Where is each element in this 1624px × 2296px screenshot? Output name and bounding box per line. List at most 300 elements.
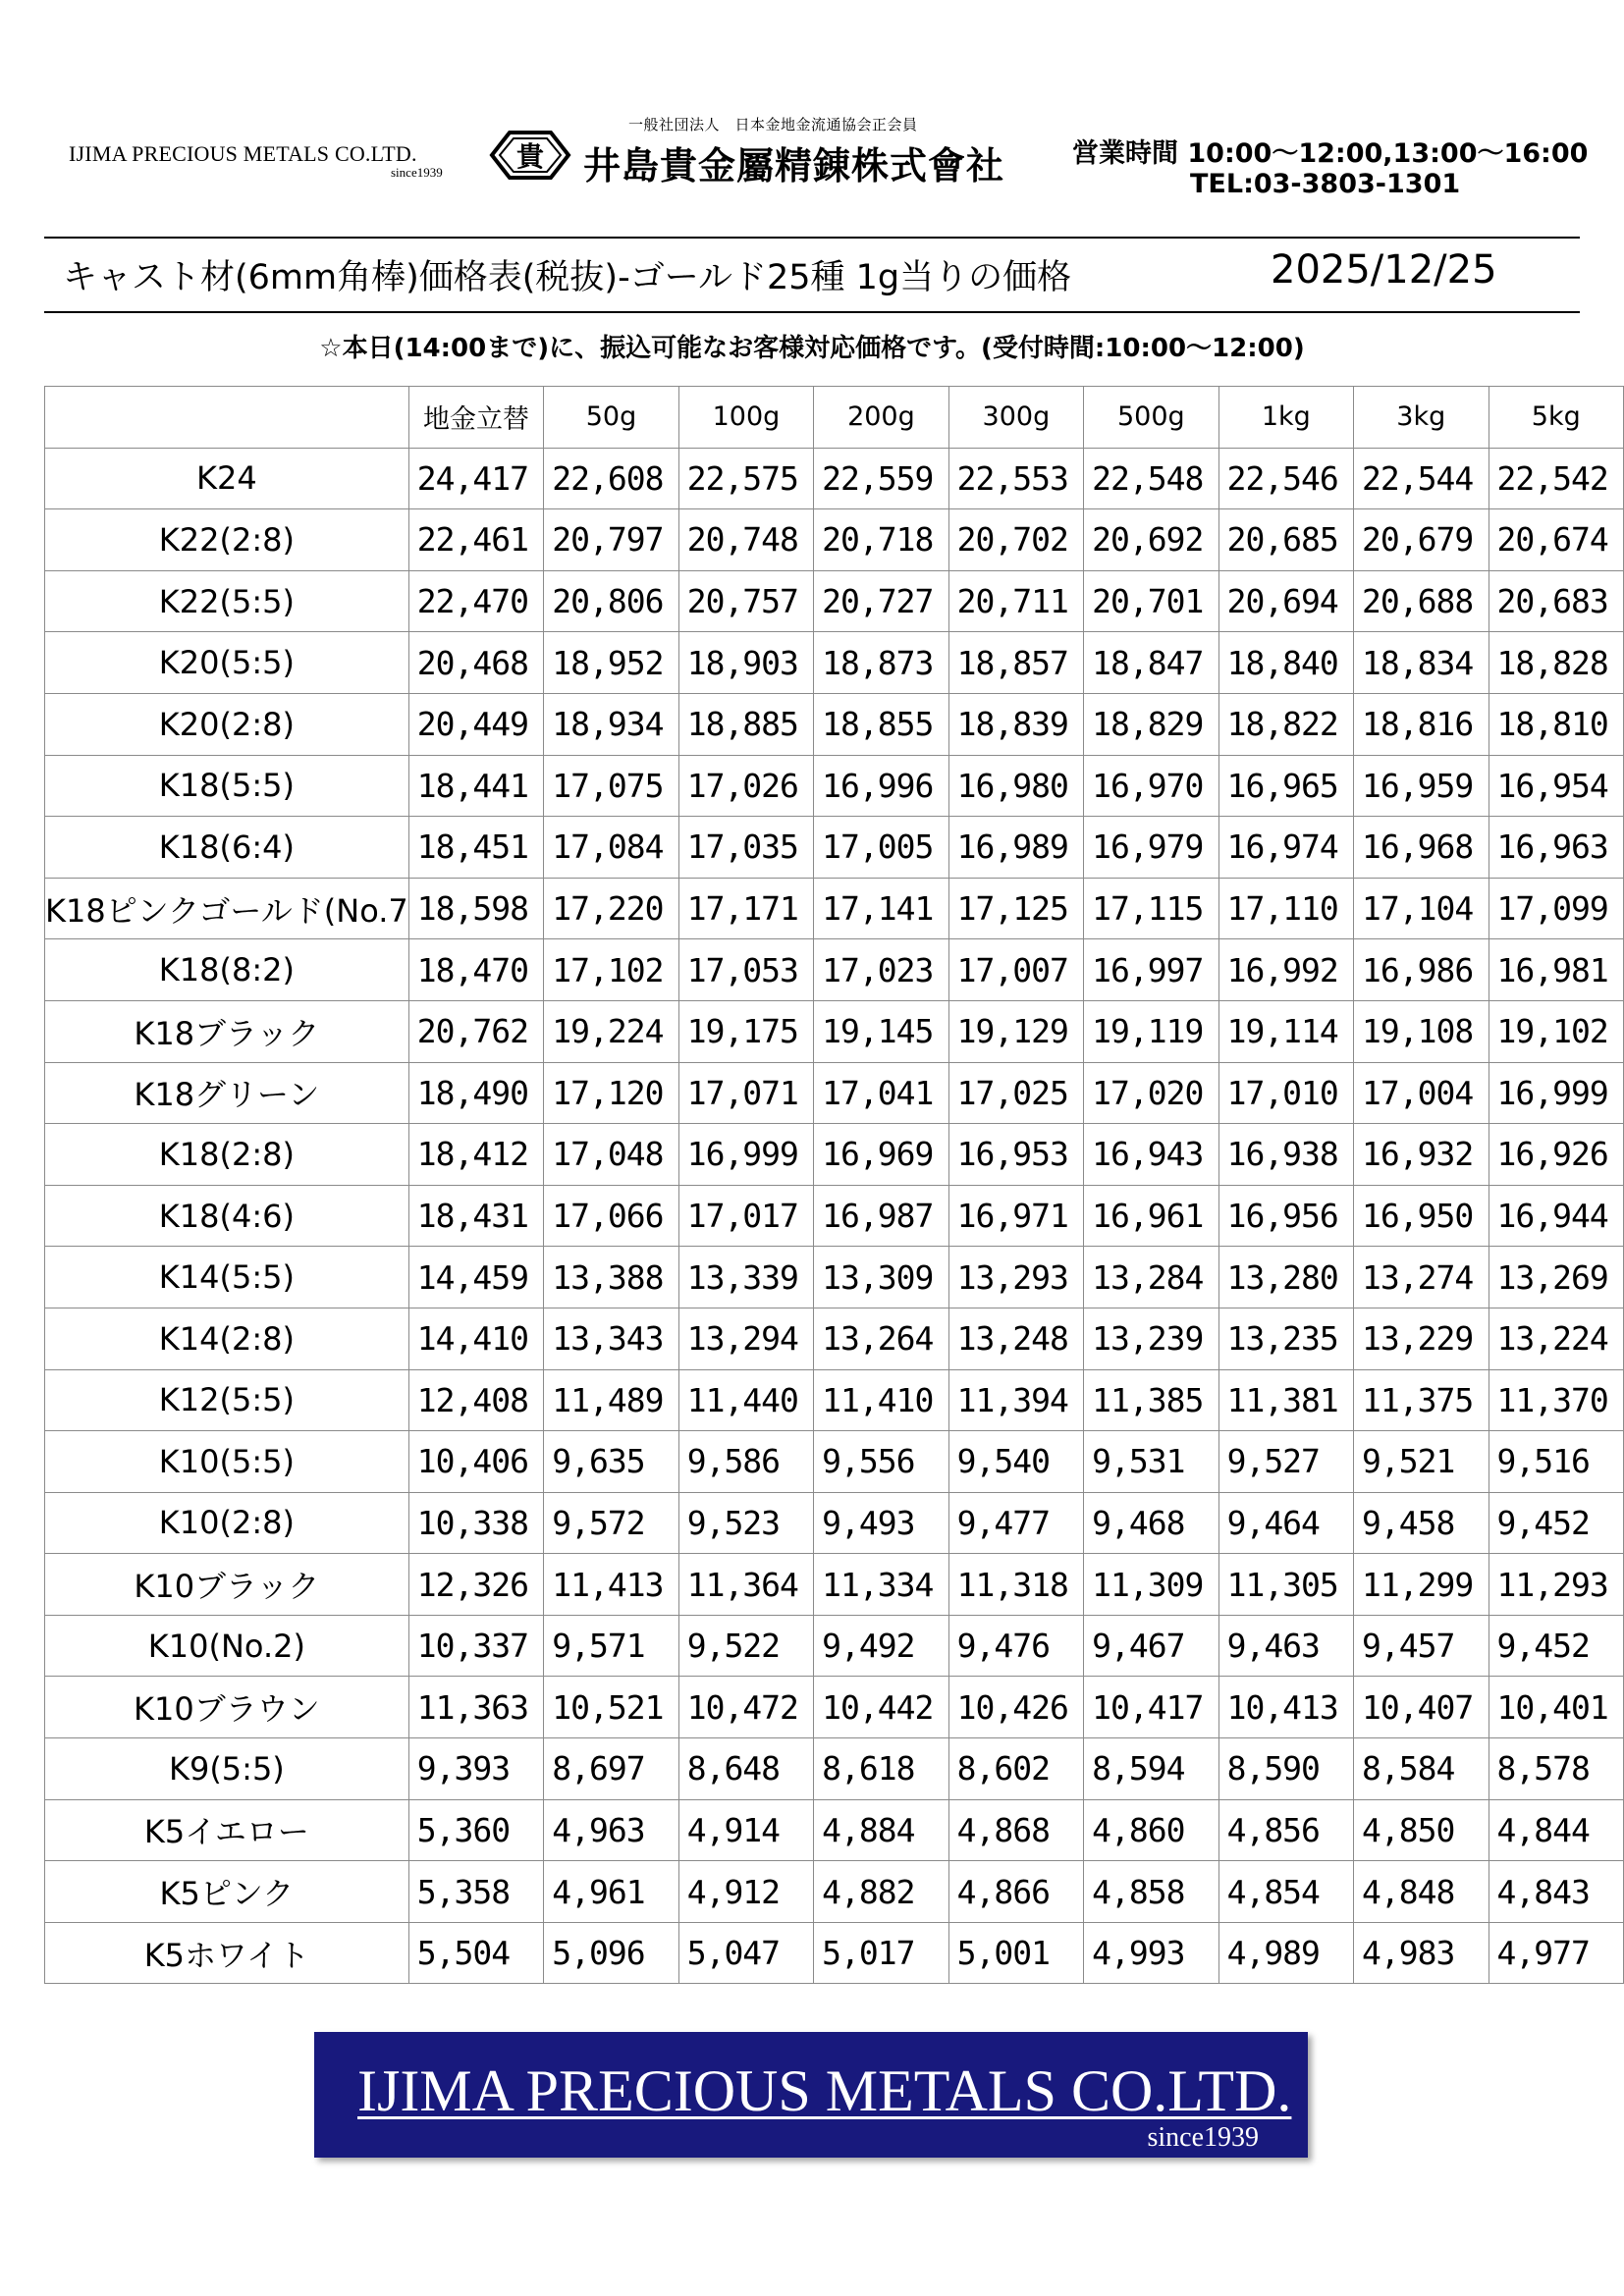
business-hours: 営業時間 10:00～12:00,13:00～16:00	[1072, 138, 1589, 169]
table-row	[45, 1615, 1624, 1677]
price-cell: 20,674	[1489, 509, 1623, 571]
price-cell: 17,023	[814, 939, 948, 1001]
header-cell: 100g	[678, 387, 813, 449]
price-cell: 9,452	[1489, 1615, 1623, 1677]
price-cell: 22,548	[1084, 448, 1218, 509]
alloy-name-cell: K9(5:5)	[45, 1738, 409, 1800]
price-cell: 9,522	[678, 1615, 813, 1677]
document-title: キャスト材(6mm角棒)価格表(税抜)-ゴールド25種 1g当りの価格	[63, 258, 1072, 297]
price-cell: 11,394	[948, 1369, 1083, 1431]
price-cell: 12,326	[408, 1554, 543, 1616]
price-cell: 10,472	[678, 1677, 813, 1738]
price-cell: 13,309	[814, 1247, 948, 1308]
price-cell: 13,224	[1489, 1308, 1623, 1369]
price-cell: 17,041	[814, 1062, 948, 1124]
alloy-name-cell: K10(2:8)	[45, 1492, 409, 1554]
price-cell: 8,697	[544, 1738, 678, 1800]
price-cell: 18,840	[1218, 632, 1353, 694]
price-cell: 13,235	[1218, 1308, 1353, 1369]
table-row	[45, 1308, 1624, 1369]
price-cell: 20,449	[408, 693, 543, 755]
price-cell: 4,989	[1218, 1922, 1353, 1984]
table-row	[45, 1738, 1624, 1800]
price-cell: 20,718	[814, 509, 948, 571]
price-cell: 18,873	[814, 632, 948, 694]
price-cell: 17,017	[678, 1185, 813, 1247]
price-cell: 20,711	[948, 570, 1083, 632]
price-cell: 13,339	[678, 1247, 813, 1308]
table-row	[45, 1431, 1624, 1493]
table-row	[45, 817, 1624, 879]
price-cell: 16,950	[1354, 1185, 1489, 1247]
price-cell: 13,248	[948, 1308, 1083, 1369]
price-cell: 9,527	[1218, 1431, 1353, 1493]
table-row	[45, 1861, 1624, 1923]
price-cell: 4,858	[1084, 1861, 1218, 1923]
price-cell: 10,413	[1218, 1677, 1353, 1738]
header-cell-blank	[45, 387, 409, 449]
price-cell: 16,981	[1489, 939, 1623, 1001]
table-row	[45, 1369, 1624, 1431]
price-cell: 18,816	[1354, 693, 1489, 755]
alloy-name-cell: K5ホワイト	[45, 1922, 409, 1984]
price-cell: 20,702	[948, 509, 1083, 571]
price-cell: 9,516	[1489, 1431, 1623, 1493]
price-cell: 16,943	[1084, 1124, 1218, 1186]
price-cell: 20,679	[1354, 509, 1489, 571]
price-cell: 22,461	[408, 509, 543, 571]
price-cell: 16,979	[1084, 817, 1218, 879]
company-logo-icon	[488, 128, 572, 183]
price-cell: 16,968	[1354, 817, 1489, 879]
price-cell: 18,431	[408, 1185, 543, 1247]
price-cell: 16,953	[948, 1124, 1083, 1186]
price-cell: 18,451	[408, 817, 543, 879]
price-cell: 4,993	[1084, 1922, 1218, 1984]
price-cell: 16,969	[814, 1124, 948, 1186]
price-cell: 13,264	[814, 1308, 948, 1369]
price-cell: 11,410	[814, 1369, 948, 1431]
price-cell: 9,586	[678, 1431, 813, 1493]
price-cell: 13,388	[544, 1247, 678, 1308]
alloy-name-cell: K18ピンクゴールド(No.7	[45, 878, 409, 939]
price-cell: 9,635	[544, 1431, 678, 1493]
price-cell: 4,848	[1354, 1861, 1489, 1923]
alloy-name-cell: K12(5:5)	[45, 1369, 409, 1431]
price-cell: 4,914	[678, 1799, 813, 1861]
price-cell: 8,594	[1084, 1738, 1218, 1800]
title-top-rule	[44, 237, 1580, 239]
price-cell: 4,882	[814, 1861, 948, 1923]
price-cell: 10,426	[948, 1677, 1083, 1738]
price-cell: 17,025	[948, 1062, 1083, 1124]
price-cell: 18,834	[1354, 632, 1489, 694]
banner-company-name: IJIMA PRECIOUS METALS CO.LTD.	[357, 2058, 1292, 2123]
price-cell: 16,971	[948, 1185, 1083, 1247]
price-cell: 9,393	[408, 1738, 543, 1800]
price-cell: 9,467	[1084, 1615, 1218, 1677]
price-cell: 5,360	[408, 1799, 543, 1861]
price-cell: 16,965	[1218, 755, 1353, 817]
price-cell: 14,410	[408, 1308, 543, 1369]
table-body	[45, 448, 1624, 1984]
price-cell: 20,685	[1218, 509, 1353, 571]
price-cell: 11,381	[1218, 1369, 1353, 1431]
price-cell: 17,007	[948, 939, 1083, 1001]
price-cell: 17,026	[678, 755, 813, 817]
table-row	[45, 693, 1624, 755]
price-cell: 22,608	[544, 448, 678, 509]
phone-number: TEL:03-3803-1301	[1190, 169, 1461, 199]
alloy-name-cell: K10(No.2)	[45, 1615, 409, 1677]
price-cell: 20,806	[544, 570, 678, 632]
alloy-name-cell: K18(4:6)	[45, 1185, 409, 1247]
price-cell: 19,145	[814, 1000, 948, 1062]
header-cell: 500g	[1084, 387, 1218, 449]
table-row	[45, 509, 1624, 571]
price-cell: 22,559	[814, 448, 948, 509]
price-cell: 22,553	[948, 448, 1083, 509]
header-cell: 5kg	[1489, 387, 1623, 449]
price-cell: 9,572	[544, 1492, 678, 1554]
header-cell: 300g	[948, 387, 1083, 449]
price-cell: 17,125	[948, 878, 1083, 939]
price-cell: 10,401	[1489, 1677, 1623, 1738]
alloy-name-cell: K10ブラック	[45, 1554, 409, 1616]
alloy-name-cell: K24	[45, 448, 409, 509]
alloy-name-cell: K18(6:4)	[45, 817, 409, 879]
table-row	[45, 1062, 1624, 1124]
price-cell: 8,590	[1218, 1738, 1353, 1800]
price-cell: 17,102	[544, 939, 678, 1001]
price-cell: 22,470	[408, 570, 543, 632]
price-cell: 19,108	[1354, 1000, 1489, 1062]
price-cell: 18,855	[814, 693, 948, 755]
price-cell: 10,417	[1084, 1677, 1218, 1738]
price-cell: 13,239	[1084, 1308, 1218, 1369]
alloy-name-cell: K18ブラック	[45, 1000, 409, 1062]
price-cell: 11,364	[678, 1554, 813, 1616]
table-row	[45, 632, 1624, 694]
price-cell: 8,602	[948, 1738, 1083, 1800]
price-cell: 16,961	[1084, 1185, 1218, 1247]
logo-glyph: 貴	[515, 140, 545, 173]
price-cell: 22,546	[1218, 448, 1353, 509]
table-row	[45, 1677, 1624, 1738]
price-cell: 17,071	[678, 1062, 813, 1124]
price-cell: 20,688	[1354, 570, 1489, 632]
price-cell: 18,828	[1489, 632, 1623, 694]
price-cell: 11,299	[1354, 1554, 1489, 1616]
price-cell: 13,284	[1084, 1247, 1218, 1308]
alloy-name-cell: K5ピンク	[45, 1861, 409, 1923]
price-cell: 16,926	[1489, 1124, 1623, 1186]
footer-banner	[314, 2032, 1308, 2158]
price-cell: 11,375	[1354, 1369, 1489, 1431]
price-cell: 10,406	[408, 1431, 543, 1493]
price-cell: 18,470	[408, 939, 543, 1001]
table-row	[45, 1492, 1624, 1554]
table-row	[45, 570, 1624, 632]
alloy-name-cell: K18(8:2)	[45, 939, 409, 1001]
price-cell: 13,294	[678, 1308, 813, 1369]
price-table	[44, 386, 1624, 1984]
letterhead	[0, 0, 1624, 226]
alloy-name-cell: K10(5:5)	[45, 1431, 409, 1493]
price-cell: 5,096	[544, 1922, 678, 1984]
price-cell: 11,293	[1489, 1554, 1623, 1616]
price-cell: 16,959	[1354, 755, 1489, 817]
price-cell: 22,544	[1354, 448, 1489, 509]
price-cell: 20,797	[544, 509, 678, 571]
price-cell: 9,493	[814, 1492, 948, 1554]
price-cell: 16,986	[1354, 939, 1489, 1001]
price-cell: 18,829	[1084, 693, 1218, 755]
price-cell: 18,934	[544, 693, 678, 755]
price-cell: 16,956	[1218, 1185, 1353, 1247]
price-cell: 13,343	[544, 1308, 678, 1369]
table-row	[45, 448, 1624, 509]
price-cell: 9,458	[1354, 1492, 1489, 1554]
price-cell: 17,020	[1084, 1062, 1218, 1124]
brand-name-en: IJIMA PRECIOUS METALS CO.LTD.	[69, 141, 417, 166]
price-cell: 11,489	[544, 1369, 678, 1431]
price-cell: 11,440	[678, 1369, 813, 1431]
price-cell: 20,692	[1084, 509, 1218, 571]
price-cell: 16,996	[814, 755, 948, 817]
price-cell: 4,866	[948, 1861, 1083, 1923]
alloy-name-cell: K14(2:8)	[45, 1308, 409, 1369]
price-cell: 17,010	[1218, 1062, 1353, 1124]
price-cell: 16,932	[1354, 1124, 1489, 1186]
alloy-name-cell: K18(5:5)	[45, 755, 409, 817]
price-cell: 11,385	[1084, 1369, 1218, 1431]
title-bottom-rule	[44, 311, 1580, 313]
price-cell: 13,280	[1218, 1247, 1353, 1308]
price-cell: 11,370	[1489, 1369, 1623, 1431]
price-cell: 9,571	[544, 1615, 678, 1677]
price-cell: 17,141	[814, 878, 948, 939]
alloy-name-cell: K20(2:8)	[45, 693, 409, 755]
price-cell: 4,856	[1218, 1799, 1353, 1861]
price-cell: 17,048	[544, 1124, 678, 1186]
price-cell: 17,066	[544, 1185, 678, 1247]
table-row	[45, 1185, 1624, 1247]
price-cell: 20,748	[678, 509, 813, 571]
price-cell: 16,980	[948, 755, 1083, 817]
banner-since: since1939	[1147, 2122, 1259, 2153]
price-cell: 18,847	[1084, 632, 1218, 694]
table-row	[45, 755, 1624, 817]
price-cell: 4,961	[544, 1861, 678, 1923]
price-cell: 17,084	[544, 817, 678, 879]
price-cell: 8,648	[678, 1738, 813, 1800]
price-cell: 4,977	[1489, 1922, 1623, 1984]
price-cell: 9,492	[814, 1615, 948, 1677]
price-cell: 4,860	[1084, 1799, 1218, 1861]
price-cell: 9,464	[1218, 1492, 1353, 1554]
price-cell: 4,854	[1218, 1861, 1353, 1923]
price-cell: 9,523	[678, 1492, 813, 1554]
price-cell: 5,001	[948, 1922, 1083, 1984]
price-cell: 5,017	[814, 1922, 948, 1984]
price-cell: 18,412	[408, 1124, 543, 1186]
price-cell: 14,459	[408, 1247, 543, 1308]
document-date: 2025/12/25	[1271, 247, 1497, 293]
alloy-name-cell: K14(5:5)	[45, 1247, 409, 1308]
price-cell: 17,220	[544, 878, 678, 939]
price-cell: 17,104	[1354, 878, 1489, 939]
price-cell: 19,119	[1084, 1000, 1218, 1062]
price-cell: 17,053	[678, 939, 813, 1001]
price-cell: 20,727	[814, 570, 948, 632]
price-cell: 4,850	[1354, 1799, 1489, 1861]
price-cell: 13,274	[1354, 1247, 1489, 1308]
price-cell: 19,102	[1489, 1000, 1623, 1062]
alloy-name-cell: K20(5:5)	[45, 632, 409, 694]
price-cell: 11,413	[544, 1554, 678, 1616]
alloy-name-cell: K18グリーン	[45, 1062, 409, 1124]
price-cell: 11,318	[948, 1554, 1083, 1616]
price-cell: 16,992	[1218, 939, 1353, 1001]
table-row	[45, 1247, 1624, 1308]
price-cell: 8,618	[814, 1738, 948, 1800]
price-cell: 11,363	[408, 1677, 543, 1738]
price-cell: 17,004	[1354, 1062, 1489, 1124]
notice-text: ☆本日(14:00まで)に、振込可能なお客様対応価格です。(受付時間:10:00～12:00)	[319, 334, 1305, 363]
price-cell: 11,309	[1084, 1554, 1218, 1616]
price-cell: 10,407	[1354, 1677, 1489, 1738]
price-cell: 16,938	[1218, 1124, 1353, 1186]
price-cell: 20,694	[1218, 570, 1353, 632]
price-cell: 8,578	[1489, 1738, 1623, 1800]
price-cell: 16,989	[948, 817, 1083, 879]
price-cell: 16,974	[1218, 817, 1353, 879]
price-cell: 9,457	[1354, 1615, 1489, 1677]
price-cell: 4,868	[948, 1799, 1083, 1861]
price-cell: 18,903	[678, 632, 813, 694]
price-cell: 9,477	[948, 1492, 1083, 1554]
price-cell: 17,115	[1084, 878, 1218, 939]
price-cell: 16,999	[678, 1124, 813, 1186]
price-cell: 4,963	[544, 1799, 678, 1861]
price-cell: 18,441	[408, 755, 543, 817]
price-cell: 18,952	[544, 632, 678, 694]
price-cell: 9,531	[1084, 1431, 1218, 1493]
table-row	[45, 1000, 1624, 1062]
price-cell: 17,171	[678, 878, 813, 939]
price-cell: 5,358	[408, 1861, 543, 1923]
price-cell: 17,099	[1489, 878, 1623, 939]
price-cell: 17,005	[814, 817, 948, 879]
price-cell: 8,584	[1354, 1738, 1489, 1800]
price-cell: 9,463	[1218, 1615, 1353, 1677]
price-cell: 16,999	[1489, 1062, 1623, 1124]
table-header-row	[45, 387, 1624, 449]
price-cell: 22,575	[678, 448, 813, 509]
price-cell: 18,490	[408, 1062, 543, 1124]
price-cell: 10,521	[544, 1677, 678, 1738]
price-cell: 4,843	[1489, 1861, 1623, 1923]
price-cell: 18,822	[1218, 693, 1353, 755]
price-cell: 17,075	[544, 755, 678, 817]
alloy-name-cell: K10ブラウン	[45, 1677, 409, 1738]
price-cell: 10,338	[408, 1492, 543, 1554]
price-cell: 18,839	[948, 693, 1083, 755]
price-cell: 9,468	[1084, 1492, 1218, 1554]
price-cell: 5,047	[678, 1922, 813, 1984]
price-cell: 24,417	[408, 448, 543, 509]
price-cell: 16,970	[1084, 755, 1218, 817]
price-cell: 20,701	[1084, 570, 1218, 632]
price-cell: 19,114	[1218, 1000, 1353, 1062]
price-cell: 4,884	[814, 1799, 948, 1861]
price-cell: 17,035	[678, 817, 813, 879]
price-cell: 16,954	[1489, 755, 1623, 817]
price-cell: 4,844	[1489, 1799, 1623, 1861]
brand-since: since1939	[391, 165, 443, 180]
table-row	[45, 1922, 1624, 1984]
table-row	[45, 878, 1624, 939]
price-cell: 13,293	[948, 1247, 1083, 1308]
price-cell: 17,120	[544, 1062, 678, 1124]
price-cell: 5,504	[408, 1922, 543, 1984]
price-cell: 19,129	[948, 1000, 1083, 1062]
price-cell: 16,997	[1084, 939, 1218, 1001]
price-cell: 9,452	[1489, 1492, 1623, 1554]
price-cell: 16,944	[1489, 1185, 1623, 1247]
price-cell: 4,912	[678, 1861, 813, 1923]
price-cell: 10,337	[408, 1615, 543, 1677]
price-cell: 13,269	[1489, 1247, 1623, 1308]
price-cell: 10,442	[814, 1677, 948, 1738]
price-cell: 9,556	[814, 1431, 948, 1493]
company-name: 井島貴金屬精錬株式會社	[583, 144, 1005, 187]
price-cell: 4,983	[1354, 1922, 1489, 1984]
price-cell: 12,408	[408, 1369, 543, 1431]
price-cell: 20,762	[408, 1000, 543, 1062]
header-cell: 3kg	[1354, 387, 1489, 449]
price-cell: 11,305	[1218, 1554, 1353, 1616]
price-cell: 18,810	[1489, 693, 1623, 755]
price-cell: 9,540	[948, 1431, 1083, 1493]
price-cell: 19,175	[678, 1000, 813, 1062]
price-cell: 9,476	[948, 1615, 1083, 1677]
price-cell: 22,542	[1489, 448, 1623, 509]
table-row	[45, 1124, 1624, 1186]
price-cell: 17,110	[1218, 878, 1353, 939]
table-row	[45, 939, 1624, 1001]
table-row	[45, 1554, 1624, 1616]
alloy-name-cell: K18(2:8)	[45, 1124, 409, 1186]
price-cell: 9,521	[1354, 1431, 1489, 1493]
table-row	[45, 1799, 1624, 1861]
price-cell: 18,598	[408, 878, 543, 939]
alloy-name-cell: K5イエロー	[45, 1799, 409, 1861]
price-cell: 20,468	[408, 632, 543, 694]
alloy-name-cell: K22(2:8)	[45, 509, 409, 571]
price-cell: 11,334	[814, 1554, 948, 1616]
price-cell: 18,885	[678, 693, 813, 755]
price-cell: 18,857	[948, 632, 1083, 694]
price-cell: 20,683	[1489, 570, 1623, 632]
price-cell: 16,963	[1489, 817, 1623, 879]
association-label: 一般社団法人 日本金地金流通協会正会員	[628, 116, 918, 133]
price-cell: 16,987	[814, 1185, 948, 1247]
header-cell: 1kg	[1218, 387, 1353, 449]
price-cell: 19,224	[544, 1000, 678, 1062]
price-cell: 20,757	[678, 570, 813, 632]
